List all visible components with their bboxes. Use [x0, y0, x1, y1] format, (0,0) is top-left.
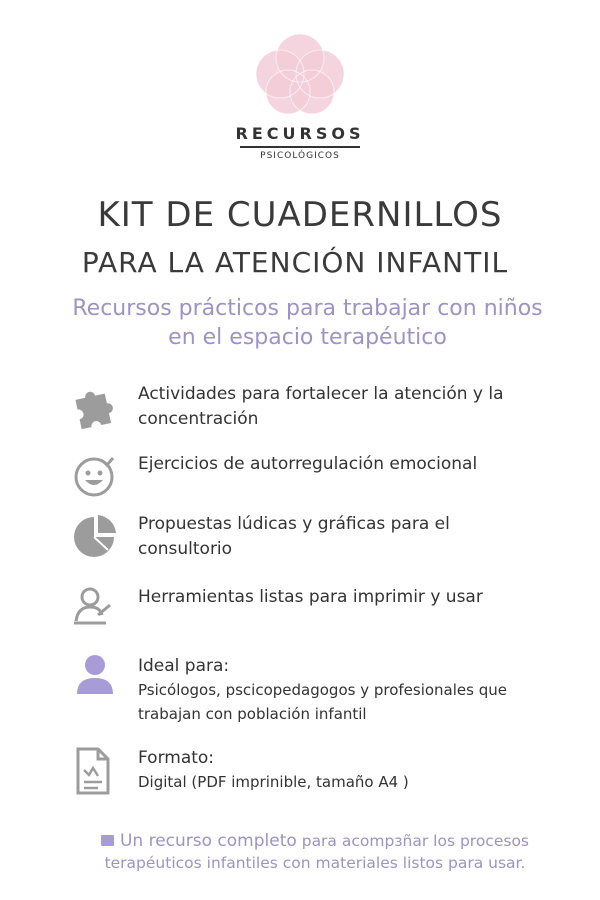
pie-chart-icon	[70, 512, 120, 562]
page-title-line2: PARA LA ATENCIÓN INFANTIL	[81, 246, 509, 279]
brand-divider	[240, 146, 360, 148]
feature-text: Propuestas lúdicas y gráficas para el consultorio	[138, 514, 450, 559]
feature-text: Actividades para fortalecer la atención y la concentración	[138, 384, 504, 429]
briefcase-icon	[101, 835, 114, 846]
footer-note	[0, 830, 600, 874]
subtitle	[0, 294, 600, 352]
format-description: Digital (PDF imprinible, tamaño A4 )	[138, 773, 409, 791]
logo	[0, 30, 600, 161]
footer-text: para acompзñar los procesos	[296, 832, 530, 850]
footer-text-line2: terapéuticos infantiles con materiales listos para usar.	[104, 854, 526, 872]
smiley-icon	[70, 452, 120, 502]
ideal-description: Psicólogos, pscicopedagogos y profesionales que trabajan con población infantil	[138, 681, 507, 723]
user-icon	[70, 654, 120, 704]
subtitle-line1: Recursos prácticos para trabajar con niños	[72, 296, 543, 321]
document-icon	[70, 746, 120, 796]
footer-lead: Un recurso completo	[119, 831, 297, 851]
subtitle-line2: en el espacio terapéutico	[168, 325, 447, 350]
brand-subtitle: PSICOLÓGICOS	[260, 151, 340, 161]
format-heading: Formato:	[138, 748, 215, 768]
person-desk-icon	[70, 585, 120, 635]
feature-text: Ejercicios de autorregulación emocional	[138, 454, 478, 474]
feature-text: Herramientas listas para imprimir y usar	[138, 587, 483, 607]
ideal-heading: Ideal para:	[138, 656, 230, 676]
brand-name: RECURSOS	[235, 124, 365, 143]
flower-logo-icon	[250, 30, 350, 120]
page-title: KIT DE CUADERNILLOS	[97, 195, 503, 235]
puzzle-icon	[70, 382, 120, 432]
